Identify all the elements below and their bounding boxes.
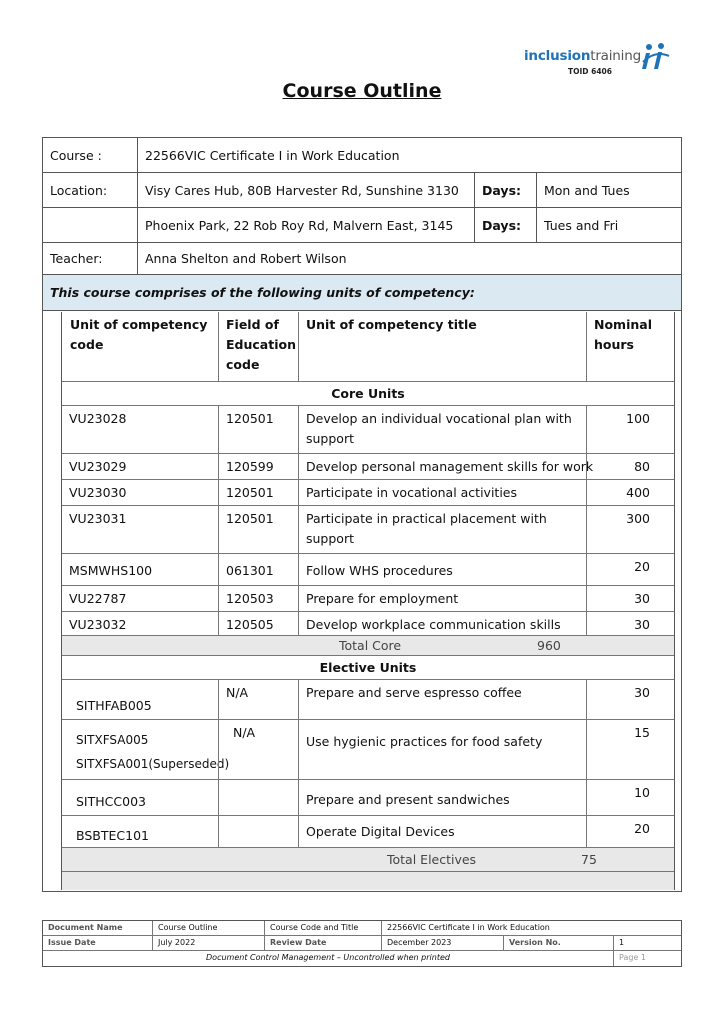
unit-title: Develop an individual vocational plan with support [298, 406, 586, 453]
unit-hours: 20 [586, 816, 674, 847]
location-row-2 [43, 208, 681, 243]
elective-heading [62, 656, 674, 680]
table-row [62, 680, 674, 720]
page-title: Course Outline [282, 80, 442, 102]
footer-review-label: Review Date [264, 936, 381, 950]
unit-title: Participate in vocational activities [298, 480, 586, 505]
unit-field: 120599 [218, 454, 298, 479]
total-core-row [62, 636, 674, 656]
unit-title: Participate in practical placement with support [298, 506, 586, 553]
unit-hours: 80 [586, 454, 674, 479]
days-value-1: Mon and Tues [536, 173, 681, 207]
unit-hours: 10 [586, 780, 674, 815]
table-row [62, 780, 674, 816]
unit-hours: 30 [586, 612, 674, 635]
logo-wordmark: inclusiontraining [524, 48, 641, 64]
unit-field: 120505 [218, 612, 298, 635]
course-value: 22566VIC Certificate I in Work Education [137, 138, 681, 172]
unit-hours: 100 [586, 406, 674, 453]
table-row [62, 454, 674, 480]
footer-issue-label: Issue Date [48, 938, 96, 947]
unit-code: VU23029 [69, 459, 127, 474]
footer-review-value: December 2023 [381, 936, 503, 950]
header-code: Unit of competency code [70, 317, 208, 352]
total-electives-value: 75 [581, 852, 597, 867]
logo-toid: TOID 6406 [568, 67, 612, 76]
unit-field: 120501 [218, 506, 298, 553]
days-label-2: Days: [474, 208, 536, 242]
unit-title: Develop workplace communication skills [298, 612, 586, 635]
unit-hours: 30 [586, 680, 674, 719]
unit-field: 120501 [218, 480, 298, 505]
unit-hours: 400 [586, 480, 674, 505]
total-core-label: Total Core [339, 638, 402, 653]
unit-field: N/A [218, 680, 298, 719]
document-control-footer [42, 920, 682, 967]
footer-control-note: Document Control Management – Uncontrolled when printed [206, 953, 450, 962]
teacher-label: Teacher: [50, 251, 103, 266]
course-label: Course : [50, 148, 102, 163]
unit-title: Follow WHS procedures [298, 554, 586, 585]
unit-code: MSMWHS100 [69, 563, 153, 578]
unit-field: N/A [218, 720, 298, 779]
header-field: Field of Education code [218, 312, 298, 381]
unit-code: VU23030 [69, 485, 127, 500]
table-row [62, 480, 674, 506]
core-heading-text: Core Units [331, 386, 405, 401]
unit-field: 120501 [218, 406, 298, 453]
footer-row-1 [43, 921, 681, 936]
teacher-row [43, 243, 681, 275]
unit-hours: 30 [586, 586, 674, 611]
header-title: Unit of competency title [298, 312, 586, 381]
table-row [62, 586, 674, 612]
days-label-1: Days: [474, 173, 536, 207]
units-intro: This course comprises of the following units of competency: [43, 275, 681, 311]
unit-code: SITXFSA005 [76, 733, 149, 747]
logo-mark-icon [640, 42, 670, 70]
table-row [62, 816, 674, 848]
footer-doc-name-label: Document Name [48, 923, 123, 932]
unit-code: SITHFAB005 [76, 698, 152, 713]
total-core-value: 960 [537, 638, 561, 653]
unit-field [218, 816, 298, 847]
unit-code: VU22787 [69, 591, 127, 606]
location-label-empty [43, 208, 137, 242]
unit-title: Develop personal management skills for work [298, 454, 586, 479]
table-row [62, 720, 674, 780]
total-electives-label: Total Electives [387, 852, 477, 867]
unit-code: BSBTEC101 [76, 828, 149, 843]
unit-code: VU23028 [69, 411, 127, 426]
location-value-1: Visy Cares Hub, 80B Harvester Rd, Sunshine 3130 [137, 173, 474, 207]
table-row [62, 612, 674, 636]
table-row [62, 506, 674, 554]
core-heading [62, 382, 674, 406]
footer-doc-name-value: Course Outline [152, 921, 264, 935]
footer-issue-value: July 2022 [152, 936, 264, 950]
unit-hours: 300 [586, 506, 674, 553]
unit-field [218, 780, 298, 815]
unit-title: Prepare and serve espresso coffee [298, 680, 586, 719]
course-outline-table [42, 137, 682, 892]
unit-field: 120503 [218, 586, 298, 611]
elective-heading-text: Elective Units [319, 660, 417, 675]
unit-code: VU23031 [69, 511, 127, 526]
unit-code: VU23032 [69, 617, 127, 632]
unit-code-superseded: SITXFSA001(Superseded) [76, 757, 230, 771]
company-logo [524, 42, 674, 82]
days-value-2: Tues and Fri [536, 208, 681, 242]
units-header-row [62, 312, 674, 382]
location-row-1 [43, 173, 681, 208]
footer-code-title-label: Course Code and Title [264, 921, 381, 935]
unit-title: Operate Digital Devices [298, 816, 586, 847]
unit-field: 061301 [218, 554, 298, 585]
unit-code: SITHCC003 [76, 794, 146, 809]
unit-title: Use hygienic practices for food safety [298, 720, 586, 779]
unit-title: Prepare for employment [298, 586, 586, 611]
footer-version-value: 1 [613, 936, 681, 950]
footer-code-title-value: 22566VIC Certificate I in Work Education [381, 921, 681, 935]
course-row [43, 138, 681, 173]
unit-hours: 20 [586, 554, 674, 585]
units-table [61, 312, 675, 890]
footer-page-number: Page 1 [613, 951, 681, 966]
unit-hours: 15 [586, 720, 674, 779]
header-hours: Nominal hours [586, 312, 674, 381]
footer-row-2 [43, 936, 681, 951]
table-row [62, 554, 674, 586]
unit-code-cell [62, 720, 230, 779]
table-row [62, 406, 674, 454]
footer-version-label: Version No. [503, 936, 613, 950]
unit-title: Prepare and present sandwiches [298, 780, 586, 815]
location-label: Location: [50, 183, 108, 198]
total-electives-row [62, 848, 674, 872]
location-value-2: Phoenix Park, 22 Rob Roy Rd, Malvern East, 3145 [137, 208, 474, 242]
teacher-value: Anna Shelton and Robert Wilson [137, 243, 681, 274]
empty-grey-row [62, 872, 674, 890]
footer-row-3 [43, 951, 681, 966]
